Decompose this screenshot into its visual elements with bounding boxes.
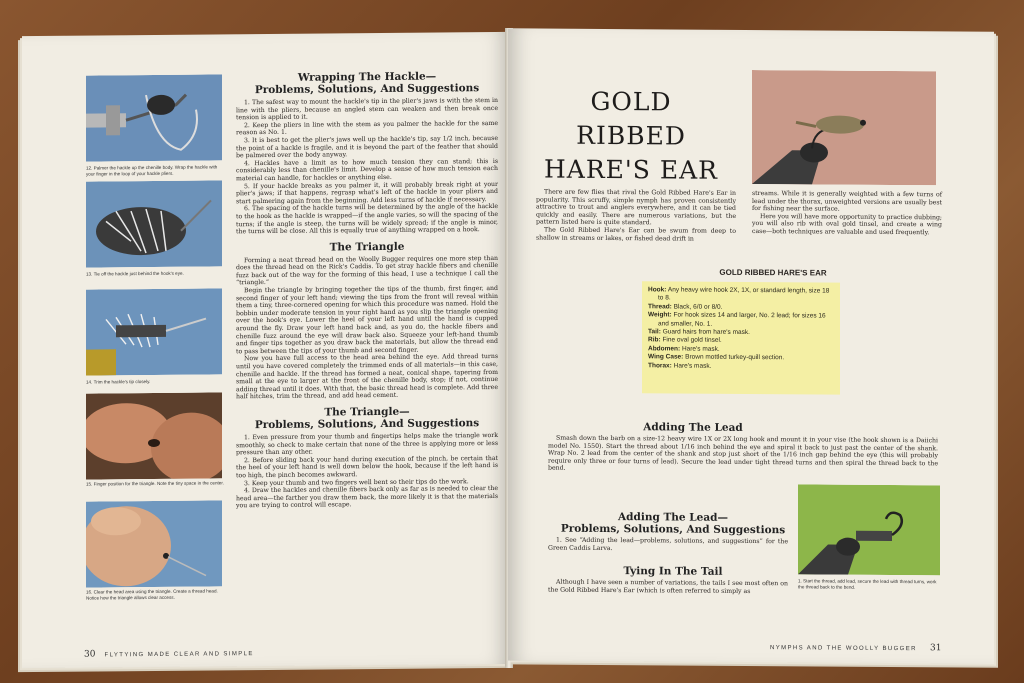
paragraph: Here you will have more opportunity to practice dubbing; you will also rib with oval gold tinsel, and create a wing case—both techniques are valuable and used frequently. bbox=[752, 212, 942, 237]
paragraph: 5. If your hackle breaks as you palmer it, it will probably break right at your plier's jaws; if that happens, regrasp what's left of the hackle in your pliers and start palmering again from the beginning. Add less turns of hackle if necessary. bbox=[236, 180, 498, 205]
heading-adding-lead-problems: Adding The Lead— Problems, Solutions, And Suggestions bbox=[560, 511, 786, 537]
paragraph: 1. The safest way to mount the hackle's tip in the plier's jaws is with the stem in line with the pliers, because an angled stem can weaken and then break once tension is applied to it. bbox=[236, 96, 498, 122]
heading-wrapping-hackle: Wrapping The Hackle— Problems, Solutions, And Suggestions bbox=[254, 70, 480, 97]
page-title: GOLD RIBBED HARE'S EAR bbox=[543, 86, 718, 185]
paragraph: Smash down the barb on a size-12 heavy wire 1X or 2X long hook and mount it in your vise (the hook shown is a Daiichi model No. 1550). Start the thread about 1/16 inch behind the eye and spiral it back to just past the center of the shank. Wrap No. 2 lead from the center of the shank and stop just short of the 1/16 inch gap behind the eye (this will probably require only three or four turns of lead). Secure the lead under tight thread turns and then spiral the thread back to the bend. bbox=[548, 434, 938, 473]
intro-left-column bbox=[536, 188, 736, 243]
heading-tying-tail: Tying In The Tail bbox=[623, 565, 723, 578]
photo-start-thread bbox=[798, 484, 940, 575]
paragraph: There are few flies that rival the Gold Ribbed Hare's Ear in popularity. This scruffy, simple nymph has proven consistently attractive to trout and anglers everywhere, and it can be tied quickly and easily. There are numerous variations, but the pattern listed here is quite standard. bbox=[536, 188, 736, 227]
photo-tie-off-hackle bbox=[86, 180, 222, 267]
paragraph: 2. Keep the pliers in line with the stem as you palmer the hackle for the same reason as No. 1. bbox=[236, 119, 498, 137]
running-footer: FLYTYING MADE CLEAR AND SIMPLE bbox=[104, 651, 254, 659]
recipe-box bbox=[642, 281, 840, 394]
right-footer bbox=[770, 642, 941, 653]
recipe-row-wing-case: Wing Case: Brown mottled turkey-quill section. bbox=[648, 353, 785, 362]
heading-adding-lead: Adding The Lead bbox=[643, 421, 743, 434]
page-number: 30 bbox=[84, 649, 96, 660]
lead-text bbox=[548, 435, 938, 476]
paragraph: 4. Draw the hackles and chenille fibers back only as far as is needed to clear the head area—the farther you draw them back, the more likely it is that the materials you are trying to control will escape. bbox=[236, 485, 498, 510]
photo-trim-hackle bbox=[86, 288, 222, 375]
caption-15: 15. Finger position for the triangle. Note the tiny space in the center. bbox=[86, 480, 224, 487]
photo-finger-triangle bbox=[86, 392, 222, 479]
left-footer bbox=[84, 648, 254, 659]
paragraph: Forming a neat thread head on the Woolly Bugger requires one more step than does the thread head on the Rick's Caddis. To get stray hackle fibers and chenille fuzz back out of the way for the forming of this head, I use a technique I call the “triangle.” bbox=[236, 254, 498, 287]
left-text-column bbox=[236, 70, 498, 510]
paragraph: 4. Hackles have a limit as to how much tension they can stand; this is considerably less than chenille's limit. Develop a sense of how much tension each material can handle, for hackles or anything else. bbox=[236, 157, 498, 183]
paragraph: 3. It is best to get the plier's jaws well up the hackle's tip, say 1/2 inch, because the point of a hackle is fragile, and it is beyond the part of the feather that should be palmered over the body anyway. bbox=[236, 134, 498, 160]
caption-16: 16. Clear the head area using the triangle. Create a thread head. Notice how the triangle allows clear access. bbox=[86, 588, 218, 601]
recipe-row-tail: Tail: Guard hairs from hare's mask. bbox=[648, 328, 750, 337]
paragraph: 3. Keep your thumb and two fingers well bent so their tips do the work. bbox=[244, 477, 469, 487]
intro-right-column bbox=[752, 190, 942, 237]
paragraph: 1. Even pressure from your thumb and fingertips helps make the triangle work smoothly, so check to make certain that none of the three is applying more or less pressure than any other. bbox=[236, 431, 498, 457]
paragraph: The Gold Ribbed Hare's Ear can be swum from deep to shallow in streams or lakes, or fished dead drift in bbox=[536, 226, 736, 243]
recipe-title: GOLD RIBBED HARE'S EAR bbox=[719, 267, 827, 278]
heading-triangle: The Triangle bbox=[329, 240, 405, 254]
heading-triangle-problems: The Triangle— Problems, Solutions, And Suggestions bbox=[254, 405, 480, 432]
page-number: 31 bbox=[929, 643, 942, 654]
running-footer: NYMPHS AND THE WOOLLY BUGGER bbox=[770, 645, 917, 653]
tail-text bbox=[548, 579, 788, 596]
paragraph: 6. The spacing of the hackle turns will be determined by the angle of the hackle to the hook as the hackle is wrapped—if the angle varies, so will the spacing of the turns; if the angle is steep, the turns will be widely spread; if the angle is minor, the turns will be close. All this is equally true of anything wrapped on a hook. bbox=[236, 203, 498, 236]
right-page bbox=[508, 28, 994, 663]
paragraph: 2. Before sliding back your hand during execution of the pinch, be certain that the heel of your left hand is well down below the hook, because if the left hand is too high, the pinch becomes awkward. bbox=[236, 454, 498, 480]
paragraph: 1. See “Adding the lead—problems, solutions, and suggestions” for the Green Caddis Larva. bbox=[548, 536, 788, 552]
lead-ps-text bbox=[548, 537, 788, 554]
paragraph: Begin the triangle by bringing together the tips of the thumb, first finger, and second finger of your left hand; viewing the tips from the front will reveal within them a tiny, three-cornered opening for which this procedure was named. Hold the bobbin under moderate tension in your right hand as you slip the triangle opening over the hook's eye. Lower the heel of your left hand until the hand is cupped around the fly. Draw your left hand back and, as you do, the hackle fibers and chenille fuzz around the eye will draw back also. Squeeze your left-hand thumb and finger tips together as you draw back the materials, but allow the thread end to pass between the tips of your thumb and second finger. bbox=[236, 285, 498, 356]
photo-hares-ear-fly bbox=[752, 70, 936, 185]
paragraph: Although I have seen a number of variations, the tails I see most often on the Gold Ribbed Hare's Ear (which is often referred to simply as bbox=[548, 578, 788, 595]
recipe-row-rib: Rib: Fine oval gold tinsel. bbox=[648, 336, 722, 345]
left-page bbox=[22, 32, 510, 668]
recipe-row-thorax: Thorax: Hare's mask. bbox=[648, 361, 712, 370]
recipe-row-hook: Hook: Any heavy wire hook 2X, 1X, or standard length, size 18 to 8. bbox=[648, 286, 830, 302]
photo-palmer-hackle bbox=[86, 74, 222, 161]
photo-clear-head bbox=[86, 500, 222, 587]
paragraph: Now you have full access to the head area behind the eye. Add thread turns until you have covered completely the trimmed ends of all materials—in this case, chenille and hackle. If the thread has formed a neat, conical shape, tapering from small at the eye to larger at the front of the chenille body, stop; if not, continue adding thread until it does. With that, the basic thread head is complete. Add three half hitches, trim the thread, and add head cement. bbox=[236, 353, 499, 401]
caption-13: 13. Tie off the hackle just behind the hook's eye. bbox=[86, 270, 184, 277]
recipe-row-weight: Weight: For hook sizes 14 and larger, No. 2 lead; for sizes 16 and smaller, No. 1. bbox=[648, 311, 826, 328]
paragraph: streams. While it is generally weighted with a few turns of lead under the thorax, unweighted versions are usually best for fishing near the surface. bbox=[752, 190, 942, 213]
caption-14: 14. Trim the hackle's tip closely. bbox=[86, 379, 151, 385]
photo-caption: 1. Start the thread, add lead, secure the lead with thread turns, work the thread back to the bend. bbox=[798, 578, 937, 590]
caption-12: 12. Palmer the hackle up the chenille body. Wrap the hackle with your finger in the loop of your hackle pliers. bbox=[86, 164, 218, 177]
recipe-row-abdomen: Abdomen: Hare's mask. bbox=[648, 345, 720, 353]
recipe-row-thread: Thread: Black, 6/0 or 8/0. bbox=[648, 303, 723, 311]
